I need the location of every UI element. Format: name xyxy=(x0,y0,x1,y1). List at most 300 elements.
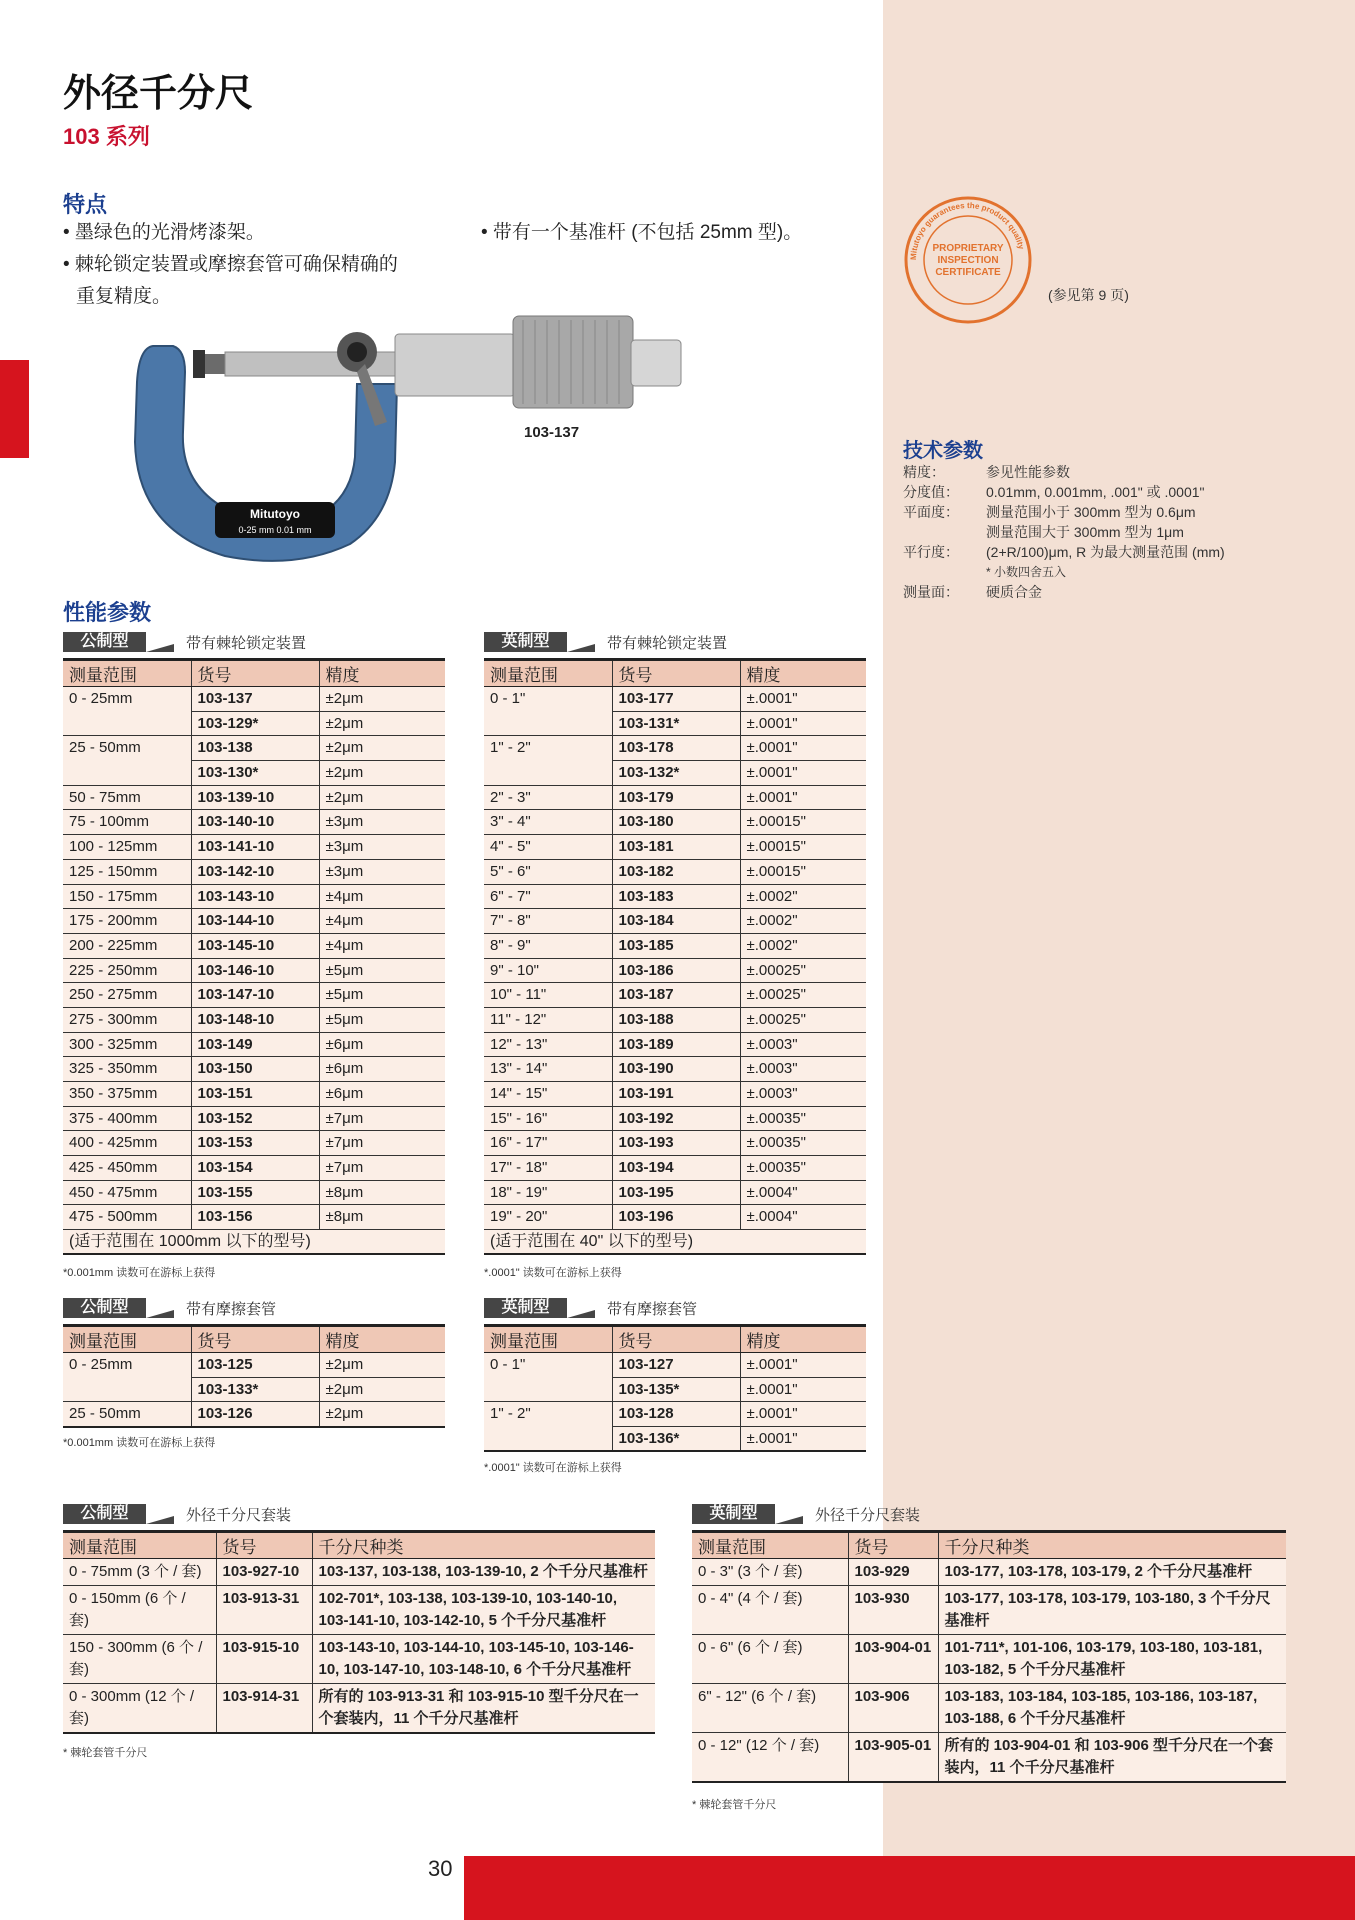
table-row xyxy=(63,1205,445,1230)
table-row xyxy=(484,711,866,736)
col-accuracy: 精度 xyxy=(740,660,866,687)
cell-model: 103-144-10 xyxy=(191,909,319,934)
spec-value: 硬质合金 xyxy=(986,584,1042,600)
certificate-line: PROPRIETARY xyxy=(932,243,1004,254)
cell-accuracy: ±.0003" xyxy=(740,1032,866,1057)
cell-range: 12" - 13" xyxy=(484,1032,612,1057)
cell-range xyxy=(63,1377,191,1402)
cell-contents: 103-137, 103-138, 103-139-10, 2 个千分尺基准杆 xyxy=(312,1559,655,1586)
cell-contents: 101-711*, 101-106, 103-179, 103-180, 103-181, 103-182, 5 个千分尺基准杆 xyxy=(938,1635,1286,1684)
table-row xyxy=(63,884,445,909)
col-accuracy: 精度 xyxy=(319,660,445,687)
cell-model: 103-184 xyxy=(612,909,740,934)
cell-model: 103-135* xyxy=(612,1377,740,1402)
cell-model: 103-133* xyxy=(191,1377,319,1402)
cell-model: 103-196 xyxy=(612,1205,740,1230)
table-row xyxy=(63,761,445,786)
certificate-line: CERTIFICATE xyxy=(935,267,1001,278)
cell-model: 103-930 xyxy=(848,1586,938,1635)
cell-model: 103-153 xyxy=(191,1131,319,1156)
cell-range: 0 - 150mm (6 个 / 套) xyxy=(63,1586,216,1635)
cell-model: 103-914-31 xyxy=(216,1684,312,1734)
cell-model: 103-192 xyxy=(612,1106,740,1131)
inch-friction-tag-row xyxy=(484,1298,697,1318)
certificate-stamp xyxy=(903,195,1033,325)
cell-accuracy: ±4μm xyxy=(319,884,445,909)
cell-range: 100 - 125mm xyxy=(63,835,191,860)
cell-model: 103-149 xyxy=(191,1032,319,1057)
table-row xyxy=(63,1106,445,1131)
cell-model: 103-138 xyxy=(191,736,319,761)
inch-friction-desc: 带有摩擦套管 xyxy=(607,1300,698,1318)
table-row xyxy=(484,1082,866,1107)
cell-accuracy: ±.00025" xyxy=(740,983,866,1008)
cell-accuracy: ±6μm xyxy=(319,1057,445,1082)
col-model: 货号 xyxy=(191,1326,319,1353)
table-row xyxy=(63,835,445,860)
cell-model: 103-915-10 xyxy=(216,1635,312,1684)
col-accuracy: 精度 xyxy=(740,1326,866,1353)
cell-model: 103-154 xyxy=(191,1156,319,1181)
metric-friction-note: *0.001mm 读数可在游标上获得 xyxy=(63,1437,216,1449)
metric-ratchet-note: *0.001mm 读数可在游标上获得 xyxy=(63,1267,216,1279)
col-model: 货号 xyxy=(191,660,319,687)
cell-contents: 103-183, 103-184, 103-185, 103-186, 103-187, 103-188, 6 个千分尺基准杆 xyxy=(938,1684,1286,1733)
table-row xyxy=(63,1007,445,1032)
cell-range: 0 - 4" (4 个 / 套) xyxy=(692,1586,848,1635)
cell-accuracy: ±7μm xyxy=(319,1131,445,1156)
cell-range: 350 - 375mm xyxy=(63,1082,191,1107)
cell-range: 7" - 8" xyxy=(484,909,612,934)
table-row xyxy=(63,933,445,958)
metric-kit-desc: 外径千分尺套装 xyxy=(186,1506,292,1524)
photo-range: 0-25 mm 0.01 mm xyxy=(238,525,312,535)
cell-model: 103-128 xyxy=(612,1402,740,1427)
table-row xyxy=(692,1559,1286,1586)
spec-row xyxy=(903,462,1333,482)
cell-accuracy: ±2μm xyxy=(319,711,445,736)
spec-row xyxy=(903,542,1333,582)
cell-range: 16" - 17" xyxy=(484,1131,612,1156)
cell-range: 450 - 475mm xyxy=(63,1180,191,1205)
cell-accuracy: ±.00015" xyxy=(740,810,866,835)
spec-note: * 小数四舍五入 xyxy=(986,565,1067,579)
cell-range: 0 - 25mm xyxy=(69,1356,133,1373)
table-row xyxy=(484,1180,866,1205)
spec-value: 0.01mm, 0.001mm, .001" 或 .0001" xyxy=(986,484,1205,500)
inch-friction-note: *.0001" 读数可在游标上获得 xyxy=(484,1462,622,1474)
table-row xyxy=(692,1586,1286,1635)
table-row xyxy=(484,1106,866,1131)
spec-label: 平行度： xyxy=(903,544,959,560)
table-row xyxy=(484,933,866,958)
cell-range xyxy=(63,761,191,786)
cell-accuracy: ±6μm xyxy=(319,1082,445,1107)
cell-accuracy: ±.0001" xyxy=(740,687,866,712)
cell-range: 0 - 3" (3 个 / 套) xyxy=(692,1559,848,1586)
cell-model: 103-913-31 xyxy=(216,1586,312,1635)
spec-label: 精度： xyxy=(903,464,945,480)
cell-range: 10" - 11" xyxy=(484,983,612,1008)
table-row xyxy=(484,687,866,712)
inch-kit-note: * 棘轮套管千分尺 xyxy=(692,1799,777,1811)
cell-model: 103-146-10 xyxy=(191,958,319,983)
cell-model: 103-155 xyxy=(191,1180,319,1205)
cell-range: 400 - 425mm xyxy=(63,1131,191,1156)
table-row xyxy=(63,1353,445,1378)
cell-accuracy: ±3μm xyxy=(319,810,445,835)
inch-friction-table xyxy=(484,1324,866,1452)
cell-model: 103-141-10 xyxy=(191,835,319,860)
cell-accuracy: ±5μm xyxy=(319,1007,445,1032)
cell-range: 50 - 75mm xyxy=(63,785,191,810)
inch-tag: 英制型 xyxy=(692,1504,775,1524)
cell-model: 103-131* xyxy=(612,711,740,736)
section-tab-marker xyxy=(0,360,29,458)
cell-model: 103-178 xyxy=(612,736,740,761)
cell-range: 375 - 400mm xyxy=(63,1106,191,1131)
table-row xyxy=(63,1180,445,1205)
cell-range: 0 - 1" xyxy=(490,1356,526,1373)
spec-value: (2+R/100)μm, R 为最大测量范围 (mm) xyxy=(986,544,1225,560)
cell-accuracy: ±.0001" xyxy=(740,736,866,761)
table-row xyxy=(484,1156,866,1181)
cell-model: 103-187 xyxy=(612,983,740,1008)
cell-model: 103-183 xyxy=(612,884,740,909)
cell-range: 8" - 9" xyxy=(484,933,612,958)
table-row xyxy=(63,1082,445,1107)
col-accuracy: 精度 xyxy=(319,1326,445,1353)
cell-model: 103-137 xyxy=(191,687,319,712)
cell-model: 103-147-10 xyxy=(191,983,319,1008)
cell-model: 103-929 xyxy=(848,1559,938,1586)
cell-model: 103-140-10 xyxy=(191,810,319,835)
cell-range: 5" - 6" xyxy=(484,859,612,884)
cell-accuracy: ±.0004" xyxy=(740,1205,866,1230)
cell-range: 150 - 300mm (6 个 / 套) xyxy=(63,1635,216,1684)
cell-range: 2" - 3" xyxy=(484,785,612,810)
cell-accuracy: ±4μm xyxy=(319,933,445,958)
cell-model: 103-188 xyxy=(612,1007,740,1032)
cell-range: 6" - 7" xyxy=(484,884,612,909)
cell-accuracy: ±.0001" xyxy=(740,1377,866,1402)
col-contents: 千分尺种类 xyxy=(312,1532,655,1559)
certificate-line: INSPECTION xyxy=(937,255,999,266)
cell-accuracy: ±2μm xyxy=(319,1402,445,1427)
metric-friction-table xyxy=(63,1324,445,1428)
col-model: 货号 xyxy=(612,660,740,687)
table-row xyxy=(484,983,866,1008)
table-row xyxy=(484,1007,866,1032)
cell-model: 103-129* xyxy=(191,711,319,736)
table-row xyxy=(63,1586,655,1635)
cell-range: 25 - 50mm xyxy=(69,739,141,757)
table-row xyxy=(63,687,445,712)
cell-contents: 103-177, 103-178, 103-179, 103-180, 3 个千分尺基准杆 xyxy=(938,1586,1286,1635)
cell-contents: 103-143-10, 103-144-10, 103-145-10, 103-146-10, 103-147-10, 103-148-10, 6 个千分尺基准杆 xyxy=(312,1635,655,1684)
cell-range xyxy=(484,1377,612,1402)
cell-accuracy: ±.0003" xyxy=(740,1082,866,1107)
cell-range: 15" - 16" xyxy=(484,1106,612,1131)
table-row xyxy=(63,1559,655,1586)
micrometer-photo xyxy=(125,312,725,582)
cell-model: 103-132* xyxy=(612,761,740,786)
cell-model: 103-143-10 xyxy=(191,884,319,909)
inch-ratchet-note: *.0001" 读数可在游标上获得 xyxy=(484,1267,622,1279)
cell-accuracy: ±7μm xyxy=(319,1156,445,1181)
cell-model: 103-179 xyxy=(612,785,740,810)
table-row xyxy=(63,785,445,810)
metric-friction-desc: 带有摩擦套管 xyxy=(186,1300,277,1318)
cell-model: 103-136* xyxy=(612,1427,740,1452)
cell-range: 4" - 5" xyxy=(484,835,612,860)
table-foot-row xyxy=(63,1230,445,1255)
cell-contents: 102-701*, 103-138, 103-139-10, 103-140-10, 103-141-10, 103-142-10, 5 个千分尺基准杆 xyxy=(312,1586,655,1635)
feature-item: • 墨绿色的光滑烤漆架。 xyxy=(63,222,265,243)
feature-item: • 带有一个基准杆 (不包括 25mm 型)。 xyxy=(481,222,803,243)
cell-range: 17" - 18" xyxy=(484,1156,612,1181)
metric-friction-tag-row xyxy=(63,1298,276,1318)
cell-range: 125 - 150mm xyxy=(63,859,191,884)
cell-range: 475 - 500mm xyxy=(63,1205,191,1230)
cell-accuracy: ±.0002" xyxy=(740,884,866,909)
table-row xyxy=(692,1684,1286,1733)
certificate-ring-text: Mitutoyo guarantees the product quality xyxy=(908,200,1026,261)
cell-accuracy: ±2μm xyxy=(319,687,445,712)
spec-value: 测量范围大于 300mm 型为 1μm xyxy=(986,524,1184,540)
photo-brand: Mitutoyo xyxy=(250,507,300,521)
cell-range: 14" - 15" xyxy=(484,1082,612,1107)
table-row xyxy=(63,983,445,1008)
table-row xyxy=(692,1733,1286,1783)
cell-range: 325 - 350mm xyxy=(63,1057,191,1082)
table-row xyxy=(484,1057,866,1082)
table-row xyxy=(484,1427,866,1452)
cell-accuracy: ±8μm xyxy=(319,1180,445,1205)
table-row xyxy=(63,909,445,934)
table-row xyxy=(484,1377,866,1402)
table-row xyxy=(484,1032,866,1057)
cell-accuracy: ±.00035" xyxy=(740,1131,866,1156)
cell-accuracy: ±.00035" xyxy=(740,1106,866,1131)
cell-range: 18" - 19" xyxy=(484,1180,612,1205)
table-row xyxy=(484,958,866,983)
metric-ratchet-table xyxy=(63,658,445,1255)
table-row xyxy=(63,736,445,761)
cell-range: 19" - 20" xyxy=(484,1205,612,1230)
spec-label: 平面度： xyxy=(903,504,959,520)
cell-range: 175 - 200mm xyxy=(63,909,191,934)
table-row xyxy=(484,835,866,860)
table-row xyxy=(484,1353,866,1378)
cell-accuracy: ±2μm xyxy=(319,761,445,786)
inch-ratchet-desc: 带有棘轮锁定装置 xyxy=(607,634,728,652)
col-range: 测量范围 xyxy=(63,1532,216,1559)
cell-accuracy: ±.0003" xyxy=(740,1057,866,1082)
cell-model: 103-177 xyxy=(612,687,740,712)
cell-range: 0 - 12" (12 个 / 套) xyxy=(692,1733,848,1783)
metric-kit-table xyxy=(63,1530,655,1734)
cell-accuracy: ±.0001" xyxy=(740,761,866,786)
cell-range: 3" - 4" xyxy=(484,810,612,835)
cell-model: 103-127 xyxy=(612,1353,740,1378)
col-model: 货号 xyxy=(612,1326,740,1353)
cell-model: 103-125 xyxy=(191,1353,319,1378)
tech-spec-heading: 技术参数 xyxy=(903,440,983,462)
table-row xyxy=(484,736,866,761)
cell-range xyxy=(484,711,612,736)
cell-accuracy: ±.0001" xyxy=(740,1402,866,1427)
feature-item: 重复精度。 xyxy=(76,286,172,307)
table-row xyxy=(63,1032,445,1057)
table-row xyxy=(63,1377,445,1402)
table-row xyxy=(63,711,445,736)
col-model: 货号 xyxy=(216,1532,312,1559)
cell-accuracy: ±.0002" xyxy=(740,933,866,958)
cell-range: 1" - 2" xyxy=(490,1405,531,1423)
cell-model: 103-185 xyxy=(612,933,740,958)
cell-model: 103-191 xyxy=(612,1082,740,1107)
cell-model: 103-193 xyxy=(612,1131,740,1156)
cell-range: 225 - 250mm xyxy=(63,958,191,983)
table-row xyxy=(484,1205,866,1230)
cell-range: 1" - 2" xyxy=(490,739,531,757)
spec-row xyxy=(903,502,1333,542)
cell-model: 103-130* xyxy=(191,761,319,786)
cell-model: 103-180 xyxy=(612,810,740,835)
cell-range: 250 - 275mm xyxy=(63,983,191,1008)
cell-model: 103-150 xyxy=(191,1057,319,1082)
cell-model: 103-139-10 xyxy=(191,785,319,810)
cell-model: 103-126 xyxy=(191,1402,319,1427)
cell-accuracy: ±.00025" xyxy=(740,958,866,983)
footer-bar xyxy=(464,1856,1355,1920)
col-range: 测量范围 xyxy=(63,660,191,687)
cell-range: 300 - 325mm xyxy=(63,1032,191,1057)
table-row xyxy=(63,1131,445,1156)
cell-model: 103-194 xyxy=(612,1156,740,1181)
cell-range: 0 - 25mm xyxy=(69,690,133,707)
table-row xyxy=(692,1635,1286,1684)
spec-label: 分度值： xyxy=(903,484,959,500)
cell-accuracy: ±4μm xyxy=(319,909,445,934)
table-row xyxy=(63,810,445,835)
metric-kit-tag-row xyxy=(63,1504,291,1524)
metric-kit-note: * 棘轮套管千分尺 xyxy=(63,1747,148,1759)
feature-item: • 棘轮锁定装置或摩擦套管可确保精确的 xyxy=(63,254,398,275)
col-range: 测量范围 xyxy=(63,1326,191,1353)
col-range: 测量范围 xyxy=(484,1326,612,1353)
cell-accuracy: ±.00015" xyxy=(740,859,866,884)
cell-accuracy: ±3μm xyxy=(319,859,445,884)
cell-model: 103-905-01 xyxy=(848,1733,938,1783)
series-subtitle: 103 系列 xyxy=(63,124,150,149)
cell-range: 75 - 100mm xyxy=(63,810,191,835)
col-model: 货号 xyxy=(848,1532,938,1559)
cell-contents: 所有的 103-913-31 和 103-915-10 型千分尺在一个套装内，11 个千分尺基准杆 xyxy=(312,1684,655,1734)
cell-accuracy: ±2μm xyxy=(319,736,445,761)
metric-tag: 公制型 xyxy=(63,632,146,652)
cell-accuracy: ±.00025" xyxy=(740,1007,866,1032)
cell-accuracy: ±.0001" xyxy=(740,785,866,810)
cell-contents: 所有的 103-904-01 和 103-906 型千分尺在一个套装内，11 个千分尺基准杆 xyxy=(938,1733,1286,1783)
certificate-page-ref: (参见第 9 页) xyxy=(1048,287,1129,303)
table-row xyxy=(63,1402,445,1427)
cell-model: 103-927-10 xyxy=(216,1559,312,1586)
cell-model: 103-189 xyxy=(612,1032,740,1057)
photo-caption: 103-137 xyxy=(524,424,580,441)
performance-heading: 性能参数 xyxy=(63,600,152,625)
cell-accuracy: ±2μm xyxy=(319,1353,445,1378)
table-row xyxy=(484,884,866,909)
table-row xyxy=(484,1402,866,1427)
cell-range: 275 - 300mm xyxy=(63,1007,191,1032)
table-row xyxy=(484,909,866,934)
inch-ratchet-tag-row xyxy=(484,632,727,652)
cell-range xyxy=(63,711,191,736)
cell-model: 103-182 xyxy=(612,859,740,884)
table-row xyxy=(484,785,866,810)
table-row xyxy=(484,810,866,835)
cell-range: 25 - 50mm xyxy=(63,1402,191,1427)
table-row xyxy=(484,761,866,786)
metric-ratchet-tag-row xyxy=(63,632,306,652)
cell-model: 103-151 xyxy=(191,1082,319,1107)
cell-accuracy: ±.0002" xyxy=(740,909,866,934)
cell-accuracy: ±5μm xyxy=(319,958,445,983)
cell-accuracy: ±3μm xyxy=(319,835,445,860)
inch-kit-desc: 外径千分尺套装 xyxy=(815,1506,921,1524)
metric-tag: 公制型 xyxy=(63,1298,146,1318)
cell-accuracy: ±.0004" xyxy=(740,1180,866,1205)
spec-value: 参见性能参数 xyxy=(986,464,1070,480)
inch-kit-table xyxy=(692,1530,1286,1783)
cell-model: 103-142-10 xyxy=(191,859,319,884)
table-row xyxy=(63,1684,655,1734)
cell-range: 425 - 450mm xyxy=(63,1156,191,1181)
inch-tag: 英制型 xyxy=(484,1298,567,1318)
spec-label: 测量面： xyxy=(903,584,959,600)
cell-accuracy: ±.0001" xyxy=(740,1353,866,1378)
cell-range: 6" - 12" (6 个 / 套) xyxy=(692,1684,848,1733)
cell-range: 0 - 6" (6 个 / 套) xyxy=(692,1635,848,1684)
cell-model: 103-904-01 xyxy=(848,1635,938,1684)
cell-range xyxy=(484,1427,612,1452)
cell-accuracy: ±6μm xyxy=(319,1032,445,1057)
cell-accuracy: ±2μm xyxy=(319,1377,445,1402)
cell-range: 0 - 1" xyxy=(490,690,526,707)
cell-model: 103-148-10 xyxy=(191,1007,319,1032)
col-range: 测量范围 xyxy=(484,660,612,687)
metric-ratchet-desc: 带有棘轮锁定装置 xyxy=(186,634,307,652)
cell-accuracy: ±.00035" xyxy=(740,1156,866,1181)
cell-range: 200 - 225mm xyxy=(63,933,191,958)
page-number: 30 xyxy=(428,1856,453,1881)
tech-spec-list xyxy=(903,462,1333,602)
table-foot-text: (适于范围在 1000mm 以下的型号) xyxy=(63,1230,445,1255)
metric-tag: 公制型 xyxy=(63,1504,146,1524)
cell-model: 103-145-10 xyxy=(191,933,319,958)
cell-range: 0 - 300mm (12 个 / 套) xyxy=(63,1684,216,1734)
table-row xyxy=(63,1156,445,1181)
col-contents: 千分尺种类 xyxy=(938,1532,1286,1559)
cell-accuracy: ±8μm xyxy=(319,1205,445,1230)
cell-accuracy: ±.00015" xyxy=(740,835,866,860)
cell-range: 0 - 75mm (3 个 / 套) xyxy=(63,1559,216,1586)
page-title: 外径千分尺 xyxy=(63,73,254,115)
cell-model: 103-181 xyxy=(612,835,740,860)
cell-accuracy: ±7μm xyxy=(319,1106,445,1131)
